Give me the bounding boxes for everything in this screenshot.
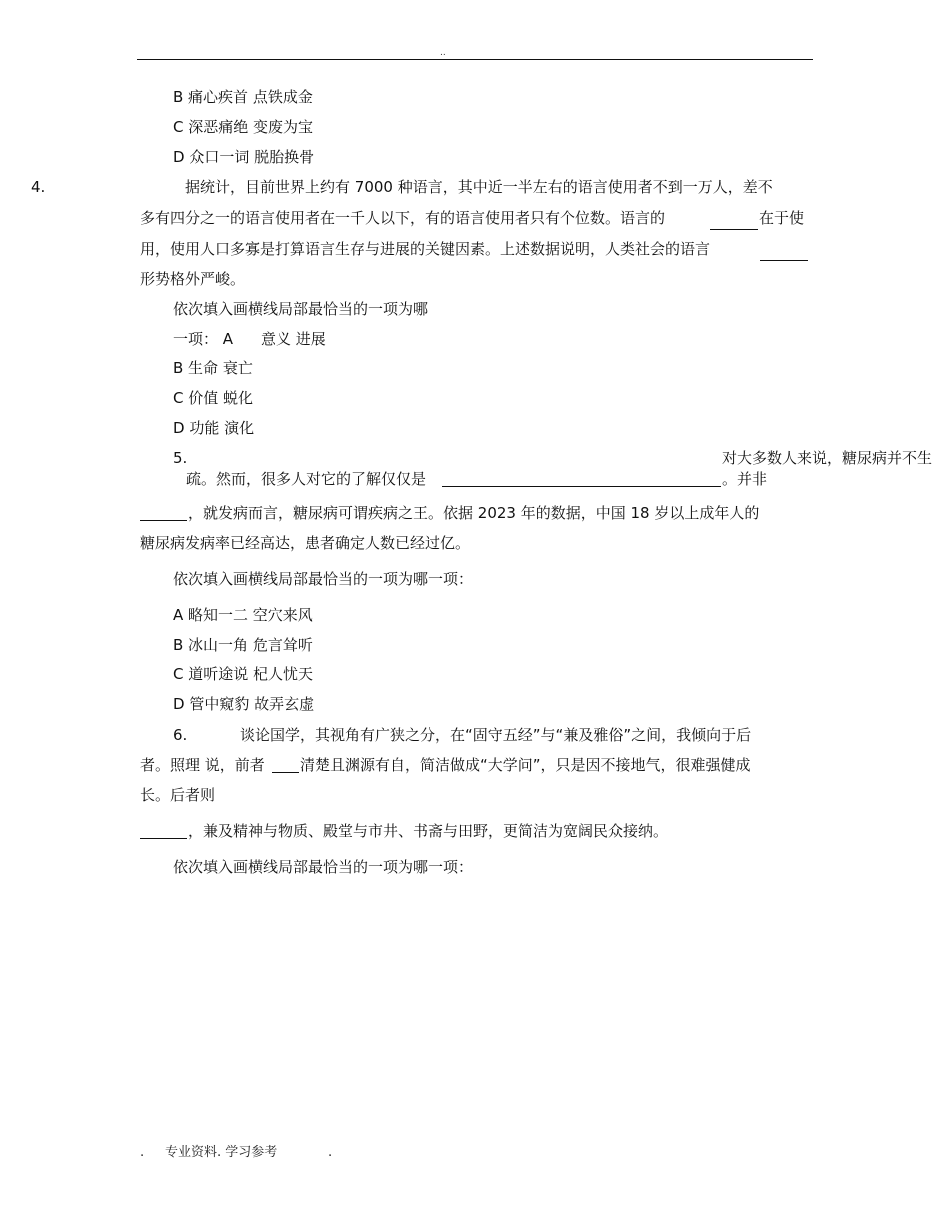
q4-line3: 用，使用人口多寡是打算语言生存与进展的关键因素。上述数据说明，人类社会的语言 xyxy=(140,240,711,258)
q4-number: 4. xyxy=(31,178,46,196)
header-mark: .. xyxy=(440,48,446,58)
q6-line4: ，兼及精神与物质、殿堂与市井、书斋与田野，更简洁为宽阔民众接纳。 xyxy=(188,822,669,840)
q4-line2a: 多有四分之一的语言使用者在一千人以下，有的语言使用者只有个位数。语言的 xyxy=(140,209,666,227)
q4-prompt-line1: 依次填入画横线局部最恰当的一项为哪 xyxy=(173,300,429,318)
q6-line1: 谈论国学，其视角有广狭之分，在“固守五经”与“兼及雅俗”之间，我倾向于后 xyxy=(240,726,752,744)
footer-dot-left: . xyxy=(140,1145,145,1160)
header-rule xyxy=(137,59,813,60)
q5-option-a: A 略知一二 空穴来风 xyxy=(173,606,313,624)
q3-option-c: C 深恶痛绝 变废为宝 xyxy=(173,118,314,136)
q6-number: 6. xyxy=(173,726,188,744)
q5-blank-2 xyxy=(140,503,187,521)
q5-line2b: 。并非 xyxy=(722,470,768,488)
q6-blank-2 xyxy=(140,821,187,839)
q5-option-b: B 冰山一角 危言耸听 xyxy=(173,636,313,654)
q4-blank-2 xyxy=(760,239,808,261)
q5-blank-1 xyxy=(442,469,721,487)
q4-line2b: 在于使 xyxy=(759,209,805,227)
q6-line3: 长。后者则 xyxy=(140,786,216,804)
q4-line4: 形势格外严峻。 xyxy=(140,270,246,288)
q4-option-b: B 生命 衰亡 xyxy=(173,359,253,377)
q5-number: 5. xyxy=(173,449,188,467)
q5-prompt: 依次填入画横线局部最恰当的一项为哪一项： xyxy=(173,570,474,588)
q4-option-d: D 功能 演化 xyxy=(173,419,255,437)
q5-line1: 对大多数人来说，糖尿病并不生 xyxy=(722,449,933,467)
q5-option-d: D 管中窥豹 故弄玄虚 xyxy=(173,695,315,713)
q6-prompt: 依次填入画横线局部最恰当的一项为哪一项： xyxy=(173,858,474,876)
q5-line2a: 疏。然而，很多人对它的了解仅仅是 xyxy=(186,470,427,488)
q6-line2a: 者。照理 说，前者 xyxy=(140,756,265,774)
q5-line3: ，就发病而言，糖尿病可谓疾病之王。依据 2023 年的数据，中国 18 岁以上成年人的 xyxy=(188,504,760,522)
q6-blank-1 xyxy=(272,755,299,773)
q4-blank-1 xyxy=(710,208,758,230)
q5-option-c: C 道听途说 杞人忧天 xyxy=(173,665,314,683)
q3-option-b: B 痛心疾首 点铁成金 xyxy=(173,88,313,106)
q4-prompt-line2: 一项： A xyxy=(173,330,234,348)
q5-line4: 糖尿病发病率已经高达，患者确定人数已经过亿。 xyxy=(140,534,471,552)
footer-dot-right: . xyxy=(328,1145,333,1160)
q3-option-d: D 众口一词 脱胎换骨 xyxy=(173,148,315,166)
footer-text: 专业资料. 学习参考 xyxy=(165,1145,278,1160)
q4-option-c: C 价值 蜕化 xyxy=(173,389,254,407)
q4-line1: 据统计，目前世界上约有 7000 种语言，其中近一半左右的语言使用者不到一万人，差不 xyxy=(185,178,773,196)
q6-line2b: 清楚且渊源有自，简洁做成“大学问”，只是因不接地气，很难强健成 xyxy=(300,756,751,774)
q4-option-a: 意义 进展 xyxy=(261,330,326,348)
